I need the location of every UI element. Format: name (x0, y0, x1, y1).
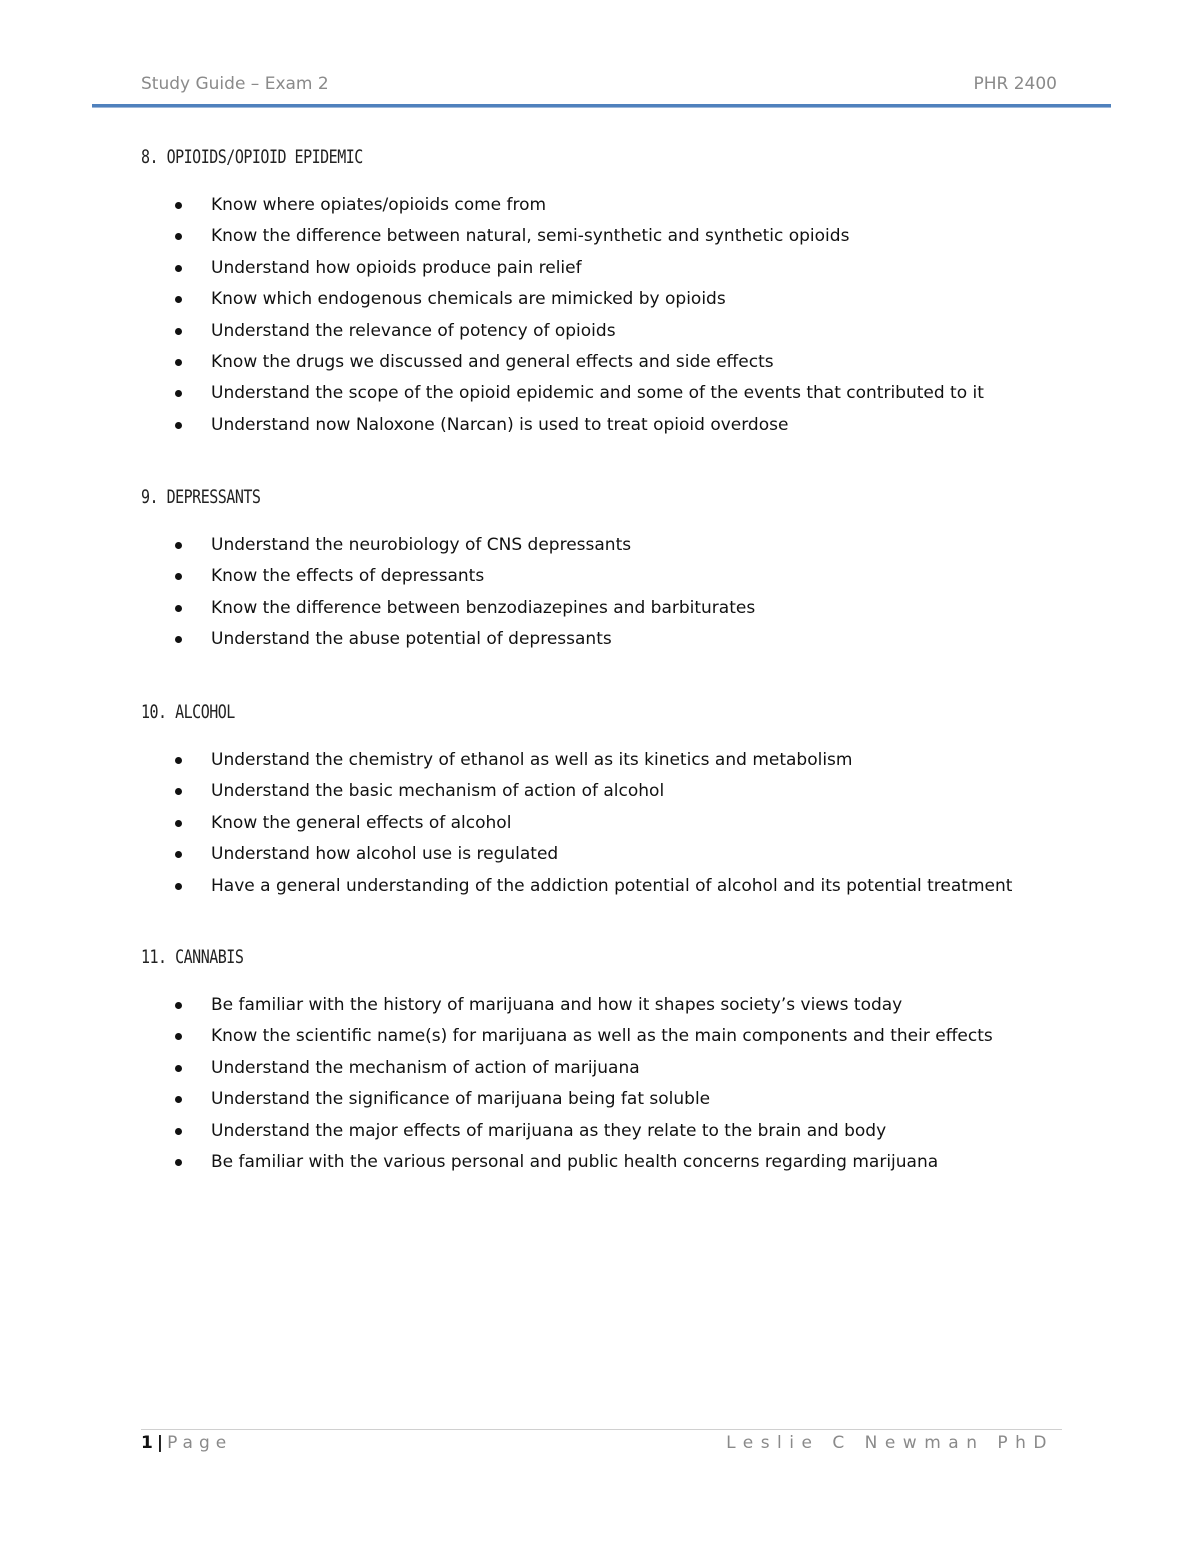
section-heading: 9. DEPRESSANTS (141, 485, 261, 508)
bullet-icon (175, 359, 182, 366)
list-item (141, 1120, 1061, 1151)
list-item (141, 875, 1061, 906)
list-item (141, 812, 1061, 843)
bullet-icon (175, 1096, 182, 1103)
list-item-text: Know the general effects of alcohol (211, 812, 512, 833)
list-item (141, 534, 1061, 565)
list-item (141, 749, 1061, 780)
list-item-text: Understand how opioids produce pain relief (211, 257, 582, 278)
page-number: 1 (141, 1433, 153, 1453)
course-code: PHR 2400 (973, 74, 1057, 94)
list-item-text: Know the difference between natural, semi-synthetic and synthetic opioids (211, 226, 850, 247)
list-item (141, 994, 1061, 1025)
list-item (141, 565, 1061, 596)
bullet-icon (175, 233, 182, 240)
author-name: Leslie C Newman PhD (726, 1433, 1054, 1453)
bullet-icon (175, 1065, 182, 1072)
list-item (141, 382, 1061, 413)
list-item-text: Know the scientific name(s) for marijuana as well as the main components and their effects (211, 1026, 993, 1047)
list-item-text: Know which endogenous chemicals are mimicked by opioids (211, 289, 726, 310)
list-item (141, 225, 1061, 256)
footer-separator: | (156, 1433, 164, 1453)
list-item (141, 351, 1061, 382)
bullet-icon (175, 1002, 182, 1009)
list-item (141, 194, 1061, 225)
bullet-icon (175, 1159, 182, 1166)
list-item-text: Understand the chemistry of ethanol as well as its kinetics and metabolism (211, 750, 853, 770)
list-item-text: Understand now Naloxone (Narcan) is used to treat opioid overdose (211, 414, 789, 435)
section-depressants (141, 484, 1061, 660)
list-item (141, 1025, 1061, 1056)
bullet-list (141, 994, 1061, 1182)
bullet-icon (175, 202, 182, 209)
list-item (141, 628, 1061, 659)
list-item (141, 780, 1061, 811)
bullet-list (141, 194, 1061, 445)
bullet-icon (175, 1128, 182, 1135)
bullet-icon (175, 296, 182, 303)
list-item (141, 288, 1061, 319)
list-item-text: Understand the significance of marijuana being fat soluble (211, 1089, 711, 1110)
list-item-text: Know the effects of depressants (211, 566, 485, 587)
bullet-icon (175, 573, 182, 580)
list-item-text: Understand the relevance of potency of opioids (211, 320, 616, 341)
section-opioids (141, 144, 1061, 445)
list-item-text: Understand the neurobiology of CNS depressants (211, 535, 632, 555)
list-item-text: Know where opiates/opioids come from (211, 195, 547, 215)
list-item-text: Understand the scope of the opioid epidemic and some of the events that contributed to it (211, 383, 984, 404)
list-item-text: Be familiar with the various personal and public health concerns regarding marijuana (211, 1151, 939, 1172)
bullet-icon (175, 328, 182, 335)
list-item-text: Know the difference between benzodiazepines and barbiturates (211, 597, 756, 618)
list-item-text: Understand the basic mechanism of action of alcohol (211, 781, 665, 802)
bullet-icon (175, 788, 182, 795)
list-item-text: Understand the mechanism of action of marijuana (211, 1057, 640, 1078)
bullet-icon (175, 265, 182, 272)
list-item-text: Be familiar with the history of marijuana and how it shapes society’s views today (211, 995, 903, 1015)
list-item (141, 1088, 1061, 1119)
bullet-icon (175, 820, 182, 827)
section-heading: 10. ALCOHOL (141, 700, 235, 723)
list-item (141, 597, 1061, 628)
bullet-icon (175, 542, 182, 549)
page-label: Page (167, 1433, 233, 1453)
section-cannabis (141, 944, 1061, 1182)
list-item (141, 257, 1061, 288)
list-item-text: Understand the major effects of marijuana as they relate to the brain and body (211, 1120, 887, 1141)
bullet-icon (175, 605, 182, 612)
page-indicator (141, 1433, 232, 1453)
bullet-icon (175, 757, 182, 764)
list-item-text: Have a general understanding of the addiction potential of alcohol and its potential treatment (211, 875, 1013, 896)
bullet-icon (175, 390, 182, 397)
section-heading: 11. CANNABIS (141, 945, 244, 968)
bullet-icon (175, 636, 182, 643)
section-heading: 8. OPIOIDS/OPIOID EPIDEMIC (141, 145, 363, 168)
bullet-icon (175, 883, 182, 890)
list-item (141, 414, 1061, 445)
header-divider-accent (92, 107, 1111, 108)
bullet-icon (175, 1033, 182, 1040)
list-item-text: Understand how alcohol use is regulated (211, 844, 559, 865)
bullet-list (141, 749, 1061, 906)
document-title: Study Guide – Exam 2 (141, 74, 329, 94)
bullet-icon (175, 851, 182, 858)
bullet-list (141, 534, 1061, 660)
section-alcohol (141, 699, 1061, 906)
list-item (141, 1151, 1061, 1182)
list-item (141, 320, 1061, 351)
list-item (141, 843, 1061, 874)
bullet-icon (175, 422, 182, 429)
footer-divider (141, 1429, 1062, 1430)
list-item-text: Understand the abuse potential of depressants (211, 629, 612, 650)
list-item (141, 1057, 1061, 1088)
list-item-text: Know the drugs we discussed and general effects and side effects (211, 351, 774, 372)
